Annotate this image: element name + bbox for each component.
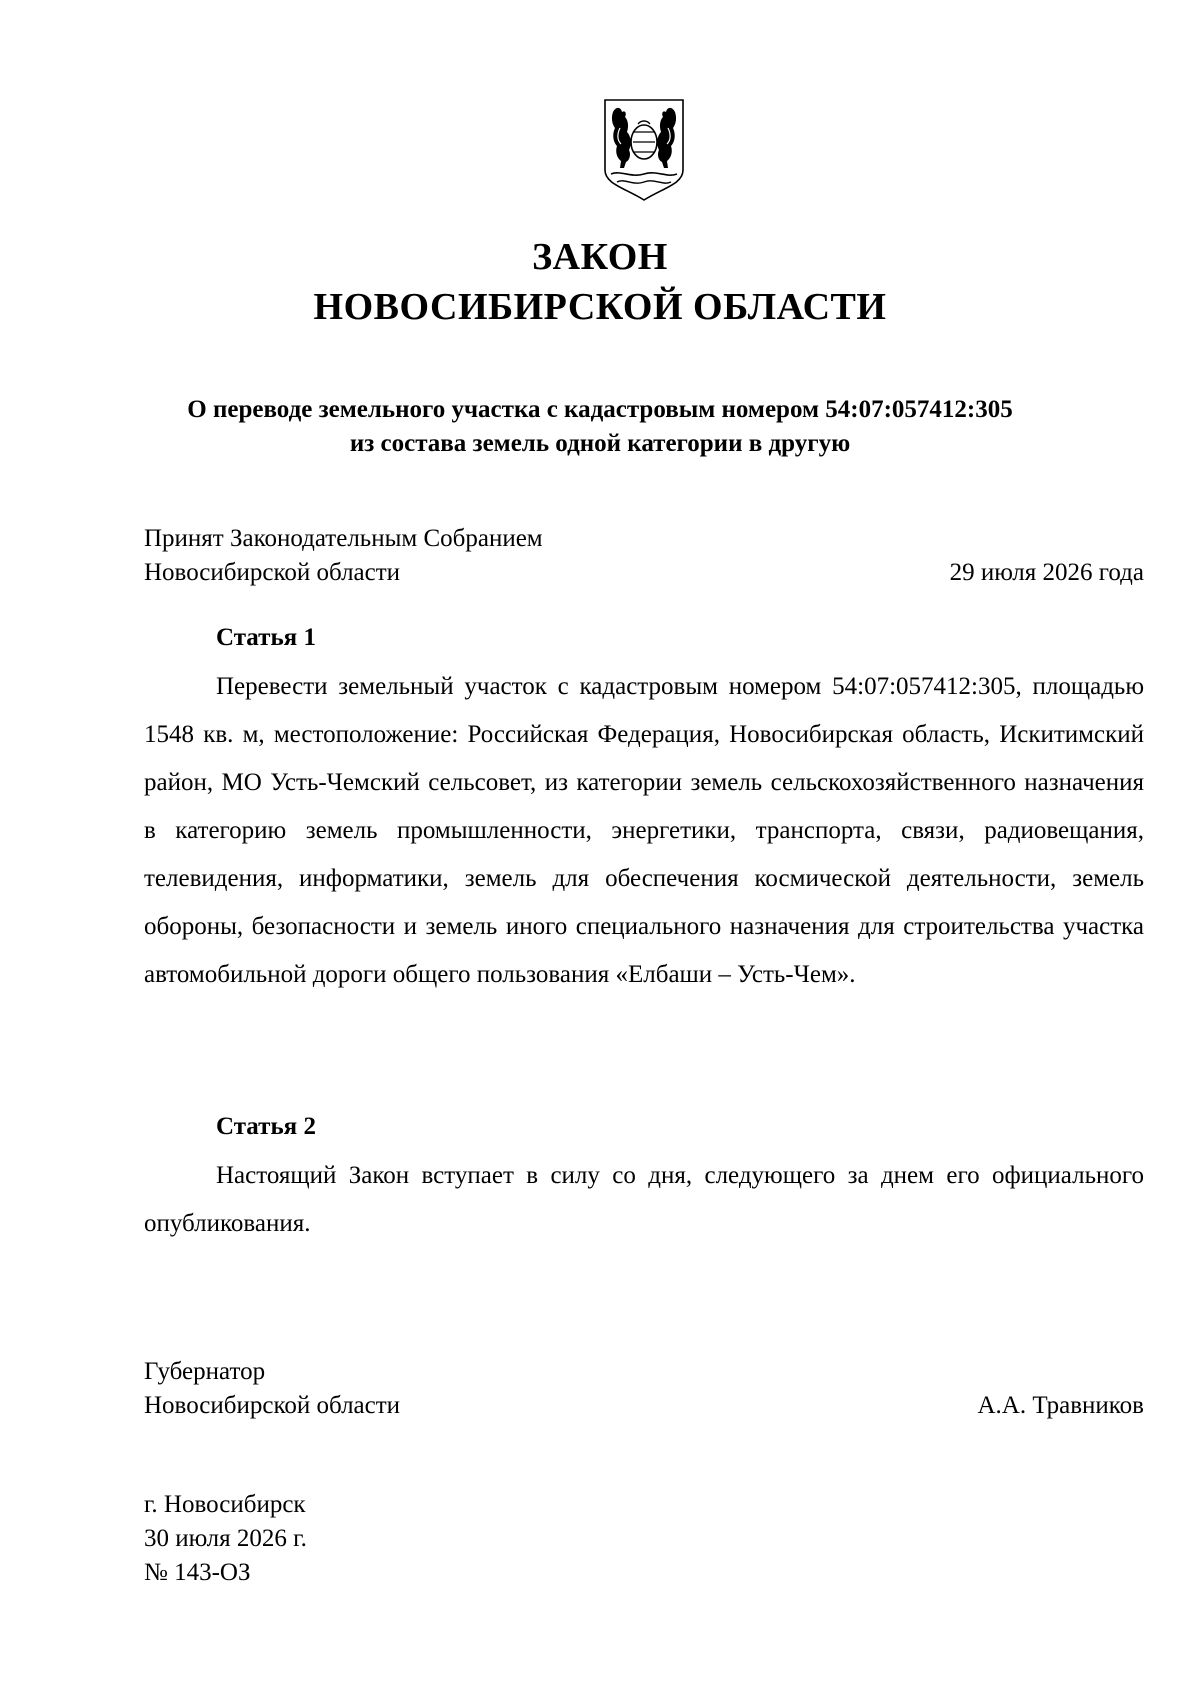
subtitle-line-2: из состава земель одной категории в другую: [349, 430, 851, 457]
footer-date: 30 июля 2026 г.: [144, 1525, 307, 1552]
article-1-text: Перевести земельный участок с кадастровым номером 54:07:057412:305, площадью 1548 кв. м, местоположение: Российская Федерация, Новосибирская область, Искитимский район, МО Усть-Чемский сельсовет, из категории земель сельскохозяйственного назначения в категорию земель промышленности, энергетики, транспорта, связи, радиовещания, телевидения, информатики, земель для обеспечения космической деятельности, земель обороны, безопасности и земель иного специального назначения для строительства участка автомобильной дороги общего пользования «Елбаши – Усть-Чем».: [144, 673, 1144, 988]
governor-title-line-1: Губернатор: [144, 1358, 266, 1385]
document-footer: [144, 1488, 307, 1590]
coat-of-arms-icon: [603, 98, 685, 202]
governor-title: [144, 1355, 400, 1423]
governor-name: А.А. Травников: [977, 1392, 1144, 1419]
document-subtitle: [0, 393, 1200, 461]
adopted-date: 29 июля 2026 года: [949, 559, 1144, 586]
footer-city: г. Новосибирск: [144, 1491, 306, 1518]
adopted-line-2: Новосибирской области: [144, 559, 401, 586]
title-line-2: НОВОСИБИРСКОЙ ОБЛАСТИ: [313, 286, 887, 328]
article-1-heading: Статья 1: [216, 624, 316, 651]
adopted-line-1: Принят Законодательным Собранием: [144, 525, 543, 552]
document-title: [0, 232, 1200, 332]
subtitle-line-1: О переводе земельного участка с кадастровым номером 54:07:057412:305: [187, 396, 1013, 423]
footer-number: № 143-ОЗ: [144, 1559, 251, 1586]
governor-title-line-2: Новосибирской области: [144, 1392, 401, 1419]
article-2-text: Настоящий Закон вступает в силу со дня, следующего за днем его официального опубликования.: [144, 1162, 1144, 1237]
article-2-heading: Статья 2: [216, 1113, 316, 1140]
title-line-1: ЗАКОН: [532, 236, 668, 278]
